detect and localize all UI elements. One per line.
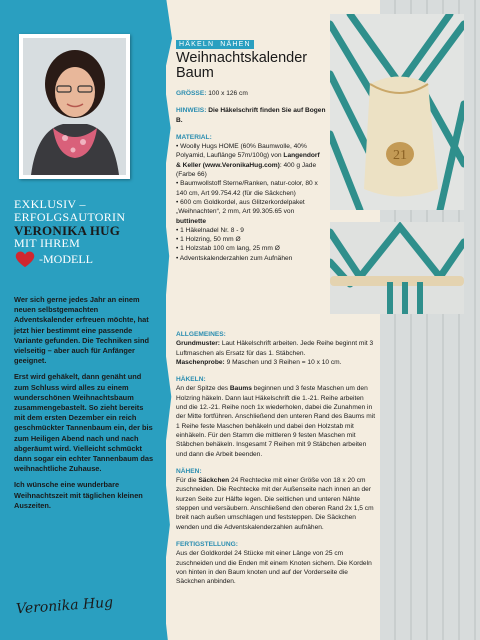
heart-modell	[14, 250, 164, 268]
material-3-text: • 600 cm Goldkordel, aus Glitzerkordelpaket „Weihnachten“, 2 mm, Art 99.305.65 von	[176, 198, 305, 216]
intro-paragraph-2: Erst wird gehäkelt, dann genäht und zum Schluss wird alles zu einem wunderschönen Weihnachtsbaum zusammengebastelt. So zieht bereits mit dem ersten Dezember ein reich geschmückter Tannenbaum ein, der bis zum Heiligen Abend nach und nach abgeräumt wird. Vielleicht schmückt dann sogar ein echter Tannenbaum das weihnachtliche Zuhause.	[14, 372, 154, 474]
naehen-text-a: Für die	[176, 477, 197, 485]
title-line1: Weihnachtskalender	[176, 50, 308, 66]
intro-text	[14, 295, 154, 517]
exklusiv-line1: EXKLUSIV –	[14, 197, 86, 211]
photo-tree-bottom	[330, 222, 464, 314]
knitted-tree-photo	[330, 14, 464, 210]
haekeln-text-b: beginnen und 3 feste Maschen um den Holzring häkeln. Dann laut Häkelschrift die 1.-21. Reihe arbeiten und die 12.-21. Reihe noch 1x wiederholen, dabei die Zunahmen in der Mitte fortführen. Anschließend den unteren Rand des Baums mit 1 Reihe feste Maschen behäkeln und dabei den Holzstab mit einhäkeln. Für den Stamm die mittleren 9 festen Maschen mit Stäbchen behäkeln. Insgesamt 7 Reihen mit 9 Stäbchen arbeiten und dann die Arbeit beenden.	[176, 385, 376, 458]
haekeln-bold: Baums	[229, 385, 252, 393]
list-item: • Adventskalenderzahlen zum Aufnähen	[176, 254, 293, 262]
material-item-2: • Baumwollstoff Sterne/Ranken, natur-color, 80 x 140 cm, Art 99.754.42 (für die Säckchen)	[176, 180, 318, 197]
photo-tree-with-sack	[330, 14, 464, 210]
material-3-brand: buttinette	[176, 217, 207, 225]
exklusiv-line2: ERFOLGSAUTORIN	[14, 210, 126, 224]
fertigstellung	[176, 540, 376, 586]
exklusiv-block	[14, 198, 164, 268]
haekeln	[176, 375, 376, 459]
fertig-label: FERTIGSTELLUNG:	[176, 540, 238, 548]
groesse-label: GRÖSSE:	[176, 90, 207, 97]
naehen	[176, 467, 376, 532]
article-lower	[176, 330, 376, 586]
tag-haekeln: HÄKELN	[176, 40, 217, 49]
hinweis-label: HINWEIS:	[176, 107, 207, 115]
maschenprobe-text: 9 Maschen und 3 Reihen = 10 x 10 cm.	[226, 358, 342, 366]
author-photo	[19, 34, 130, 179]
sack-number: 21	[393, 148, 407, 163]
maschenprobe-label: Maschenprobe:	[176, 358, 225, 366]
allgemeines-label: ALLGEMEINES:	[176, 331, 226, 338]
material-item-3	[176, 198, 326, 226]
intro-paragraph-3: Ich wünsche eine wunderbare Weihnachtszeit mit täglichen kleinen Auszeiten.	[14, 480, 143, 510]
material-list	[176, 226, 326, 263]
mit-ihrem: MIT IHREM	[14, 236, 81, 250]
material-item-1	[176, 142, 326, 179]
material-1-text: • Woolly Hugs HOME (60% Baumwolle, 40% Polyamid, Lauflänge 57m/100g) von	[176, 143, 307, 160]
brush-edge	[158, 0, 172, 640]
naehen-label: NÄHEN:	[176, 467, 202, 475]
tag-naehen: NÄHEN	[217, 40, 254, 49]
grundmuster	[176, 339, 376, 358]
intro-paragraph-1: Wer sich gerne jedes Jahr an einem neuen selbstgemachten Adventskalender erfreuen möchte, hat jetzt hier bestimmt eine passende Variante gefunden. Die Techniken sind vielseitig – aber auch für Anfänger geeignet.	[14, 295, 149, 366]
material	[176, 133, 326, 263]
list-item: • 1 Häkelnadel Nr. 8 - 9	[176, 226, 244, 234]
haekeln-label: HÄKELN:	[176, 376, 206, 384]
heart-icon	[14, 250, 36, 268]
material-label: MATERIAL:	[176, 133, 212, 141]
naehen-text-b: 24 Rechtecke mit einer Größe von 18 x 20 cm zuschneiden. Die Rechtecke mit der Außenseite nach innen an der kurzen Seite zur Hälfte legen. Die seitlichen und unteren Nähte steppen und versäubern. Anschließend den oberen Rand 2x 1,5 cm breit nach außen umschlagen und feststeppen. Die Säckchen wenden und die Adventskalenderzahlen aufnähen.	[176, 477, 374, 531]
naehen-bold: Säckchen	[198, 477, 230, 485]
grundmuster-text: Laut Häkelschrift arbeiten. Jede Reihe beginnt mit 3 Luftmaschen als Ersatz für das 1. Stäbchen.	[176, 340, 374, 357]
material-1-url: (www.VeronikaHug.com)	[202, 161, 280, 169]
list-item: • 1 Holzring, 50 mm Ø	[176, 236, 241, 244]
author-portrait	[23, 38, 126, 175]
groesse	[176, 89, 326, 98]
title-line2: Baum	[176, 65, 214, 81]
signature: Veronika Hug	[15, 594, 114, 618]
author-name: VERONIKA HUG	[14, 223, 121, 238]
allgemeines	[176, 330, 376, 367]
material-1-brand: Langendorf & Keller	[176, 152, 320, 169]
haekeln-text-a: An der Spitze des	[176, 385, 229, 393]
knitted-bottom-photo	[330, 222, 464, 314]
maschenprobe	[176, 358, 376, 367]
author-sidebar	[0, 0, 166, 640]
groesse-value: 100 x 126 cm	[208, 90, 248, 97]
list-item: • 1 Holzstab 100 cm lang, 25 mm Ø	[176, 245, 280, 253]
modell-label: -MODELL	[39, 251, 93, 266]
material-1-rest: : 400 g Jade (Farbe 66)	[176, 161, 317, 179]
fertig-text: Aus der Goldkordel 24 Stücke mit einer Länge von 25 cm zuschneiden und die Enden mit einem Knoten sichern. Die Kordeln von hinten in den Baum knoten und auf der Vorderseite die Säckchen anbinden.	[176, 550, 372, 586]
grundmuster-label: Grundmuster:	[176, 340, 220, 348]
hinweis	[176, 106, 326, 125]
hinweis-text: Die Häkelschrift finden Sie auf Bogen B.	[176, 107, 326, 124]
